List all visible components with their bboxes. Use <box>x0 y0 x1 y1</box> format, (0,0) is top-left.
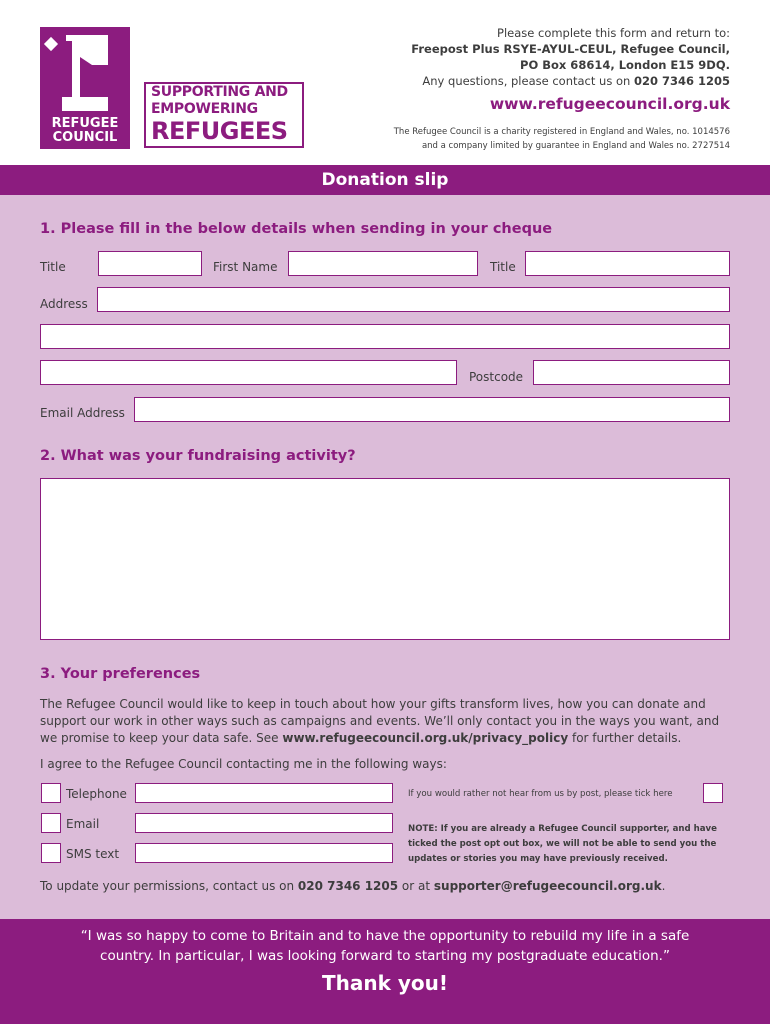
telephone-checkbox[interactable] <box>41 783 61 803</box>
testimonial-quote <box>40 926 730 966</box>
update-text: To update your permissions, contact us on <box>40 879 298 893</box>
title-input[interactable] <box>98 251 202 276</box>
postcode-input[interactable] <box>533 360 730 385</box>
supporter-email-link[interactable]: supporter@refugeecouncil.org.uk <box>433 879 662 893</box>
address-input-line-2[interactable] <box>40 324 730 349</box>
slogan-line-1: SUPPORTING AND <box>151 84 288 100</box>
phone-number: 020 7346 1205 <box>633 74 730 88</box>
slogan-line-2: EMPOWERING <box>151 101 258 117</box>
fundraising-activity-textarea[interactable] <box>40 478 730 640</box>
sms-checkbox[interactable] <box>41 843 61 863</box>
email-input[interactable] <box>134 397 730 422</box>
email-option-input[interactable] <box>135 813 393 833</box>
email-checkbox[interactable] <box>41 813 61 833</box>
note-line-1: NOTE: If you are already a Refugee Council supporter, and have <box>408 824 717 834</box>
address-input-line-1[interactable] <box>97 287 730 312</box>
title2-label: Title <box>490 260 516 274</box>
section-2-heading: 2. What was your fundraising activity? <box>40 448 356 464</box>
charity-info <box>394 125 730 153</box>
preferences-text-2: for further details. <box>568 731 682 745</box>
logo-text-refugee: REFUGEE <box>51 116 119 131</box>
logo-text-council: COUNCIL <box>52 130 118 145</box>
return-address <box>411 25 730 89</box>
sms-label: SMS text <box>66 847 120 861</box>
slogan-line-3: REFUGEES <box>151 117 288 145</box>
first-name-label: First Name <box>213 260 278 274</box>
update-permissions-text <box>40 879 665 893</box>
charity-line-2: and a company limited by guarantee in England and Wales no. 2727514 <box>421 141 730 151</box>
update-phone: 020 7346 1205 <box>297 879 399 893</box>
privacy-policy-link[interactable]: www.refugeecouncil.org.uk/privacy_policy <box>282 731 569 745</box>
preferences-text-1: The Refugee Council would like to keep in touch about how your gifts transform lives, how you can donate and support our work in other ways such as campaigns and events. We’ll only contact you in the ways you want, and we promise to keep your data safe. See <box>40 697 720 745</box>
slogan-box <box>144 82 304 148</box>
quote-line-2: country. In particular, I was looking forward to starting my postgraduate education.” <box>100 948 670 964</box>
post-optout-text: If you would rather not hear from us by post, please tick here <box>408 789 673 799</box>
telephone-label: Telephone <box>66 787 127 801</box>
return-intro: Please complete this form and return to: <box>497 26 730 40</box>
first-name-input[interactable] <box>288 251 478 276</box>
section-1-heading: 1. Please fill in the below details when sending in your cheque <box>40 221 553 237</box>
post-optout-checkbox[interactable] <box>703 783 723 803</box>
thank-you-text: Thank you! <box>321 971 448 995</box>
note-line-2: ticked the post opt out box, we will not be able to send you the <box>408 839 717 849</box>
website-link[interactable]: www.refugeecouncil.org.uk <box>489 95 730 113</box>
preferences-paragraph <box>40 696 730 747</box>
questions-line <box>411 73 730 89</box>
telephone-input[interactable] <box>135 783 393 803</box>
address-label: Address <box>40 297 88 311</box>
postcode-label: Postcode <box>469 370 524 384</box>
charity-line-1: The Refugee Council is a charity registered in England and Wales, no. 1014576 <box>393 127 730 137</box>
update-or: or at <box>398 879 434 893</box>
address-line-2: PO Box 68614, London E15 9DQ. <box>520 58 730 72</box>
section-3-heading: 3. Your preferences <box>40 666 201 682</box>
quote-line-1: “I was so happy to come to Britain and to have the opportunity to rebuild my life in a safe <box>80 928 690 944</box>
donation-slip-title: Donation slip <box>0 165 770 195</box>
questions-text: Any questions, please contact us on <box>422 74 634 88</box>
email-label: Email Address <box>40 406 125 420</box>
optout-note <box>408 822 717 867</box>
address-input-line-3[interactable] <box>40 360 457 385</box>
email-option-label: Email <box>66 817 100 831</box>
title2-input[interactable] <box>525 251 730 276</box>
agree-text: I agree to the Refugee Council contacting me in the following ways: <box>40 757 447 771</box>
address-line-1: Freepost Plus RSYE-AYUL-CEUL, Refugee Council, <box>411 42 730 56</box>
update-end: . <box>661 879 666 893</box>
note-line-3: updates or stories you may have previously received. <box>408 854 668 864</box>
footer-banner <box>0 919 770 1024</box>
refugee-council-logo <box>40 27 130 149</box>
sms-input[interactable] <box>135 843 393 863</box>
title-label: Title <box>40 260 66 274</box>
